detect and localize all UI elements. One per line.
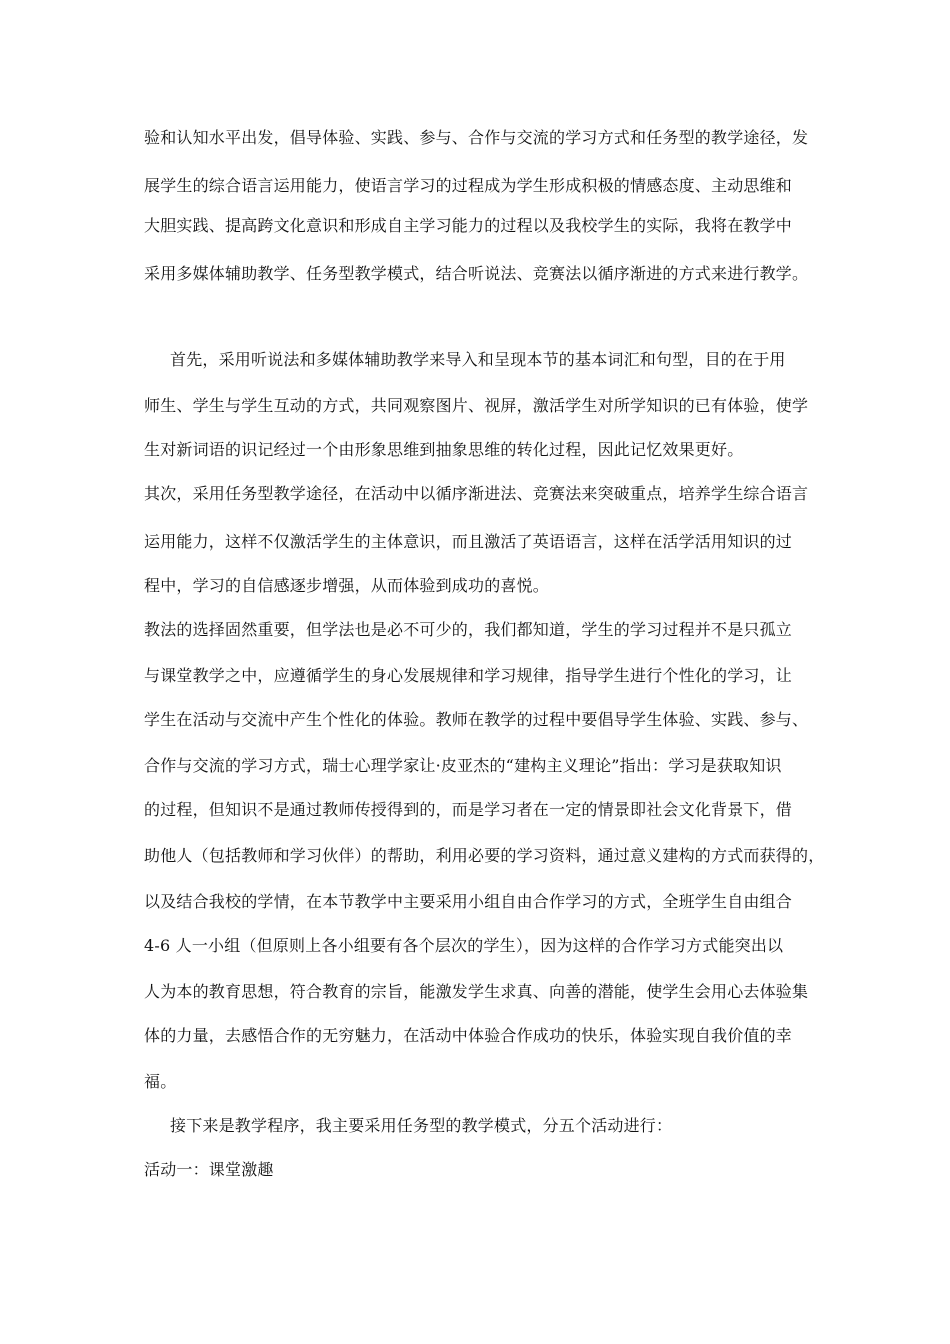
paragraph-line: 教法的选择固然重要，但学法也是必不可少的，我们都知道，学生的学习过程并不是只孤立	[144, 620, 793, 639]
paragraph-line: 其次，采用任务型教学途径，在活动中以循序渐进法、竞赛法来突破重点，培养学生综合语言	[144, 484, 809, 503]
paragraph-line: 师生、学生与学生互动的方式，共同观察图片、视屏，激活学生对所学知识的已有体验，使学	[144, 396, 809, 415]
paragraph-line: 生对新词语的识记经过一个由形象思维到抽象思维的转化过程，因此记忆效果更好。	[144, 440, 744, 459]
paragraph-line: 验和认知水平出发，倡导体验、实践、参与、合作与交流的学习方式和任务型的教学途径，发	[144, 128, 809, 147]
paragraph-line: 采用多媒体辅助教学、任务型教学模式，结合听说法、竞赛法以循序渐进的方式来进行教学。	[144, 264, 809, 283]
paragraph-line: 首先，采用听说法和多媒体辅助教学来导入和呈现本节的基本词汇和句型，目的在于用	[170, 350, 786, 369]
paragraph-line: 助他人（包括教师和学习伙伴）的帮助，利用必要的学习资料，通过意义建构的方式而获得的，	[144, 846, 825, 865]
paragraph-line: 大胆实践、提高跨文化意识和形成自主学习能力的过程以及我校学生的实际，我将在教学中	[144, 216, 793, 235]
paragraph-line: 4-6 人一小组（但原则上各小组要有各个层次的学生），因为这样的合作学习方式能突出以	[144, 936, 784, 955]
paragraph-line: 的过程，但知识不是通过教师传授得到的，而是学习者在一定的情景即社会文化背景下，借	[144, 800, 793, 819]
paragraph-line: 程中，学习的自信感逐步增强，从而体验到成功的喜悦。	[144, 576, 550, 595]
paragraph-line: 接下来是教学程序，我主要采用任务型的教学模式，分五个活动进行：	[170, 1116, 673, 1135]
section-heading: 活动一：课堂激趣	[144, 1160, 274, 1179]
paragraph-line: 学生在活动与交流中产生个性化的体验。教师在教学的过程中要倡导学生体验、实践、参与、	[144, 710, 809, 729]
paragraph-line: 人为本的教育思想，符合教育的宗旨，能激发学生求真、向善的潜能，使学生会用心去体验集	[144, 982, 809, 1001]
paragraph-line: 展学生的综合语言运用能力，使语言学习的过程成为学生形成积极的情感态度、主动思维和	[144, 176, 793, 195]
paragraph-line: 与课堂教学之中，应遵循学生的身心发展规律和学习规律，指导学生进行个性化的学习，让	[144, 666, 793, 685]
paragraph-line: 体的力量，去感悟合作的无穷魅力，在活动中体验合作成功的快乐，体验实现自我价值的幸	[144, 1026, 793, 1045]
paragraph-line: 福。	[144, 1072, 177, 1091]
paragraph-line: 运用能力，这样不仅激活学生的主体意识，而且激活了英语语言，这样在活学活用知识的过	[144, 532, 793, 551]
paragraph-line: 合作与交流的学习方式，瑞士心理学家让·皮亚杰的“建构主义理论”指出：学习是获取知识	[144, 756, 782, 775]
paragraph-line: 以及结合我校的学情，在本节教学中主要采用小组自由合作学习的方式，全班学生自由组合	[144, 892, 793, 911]
